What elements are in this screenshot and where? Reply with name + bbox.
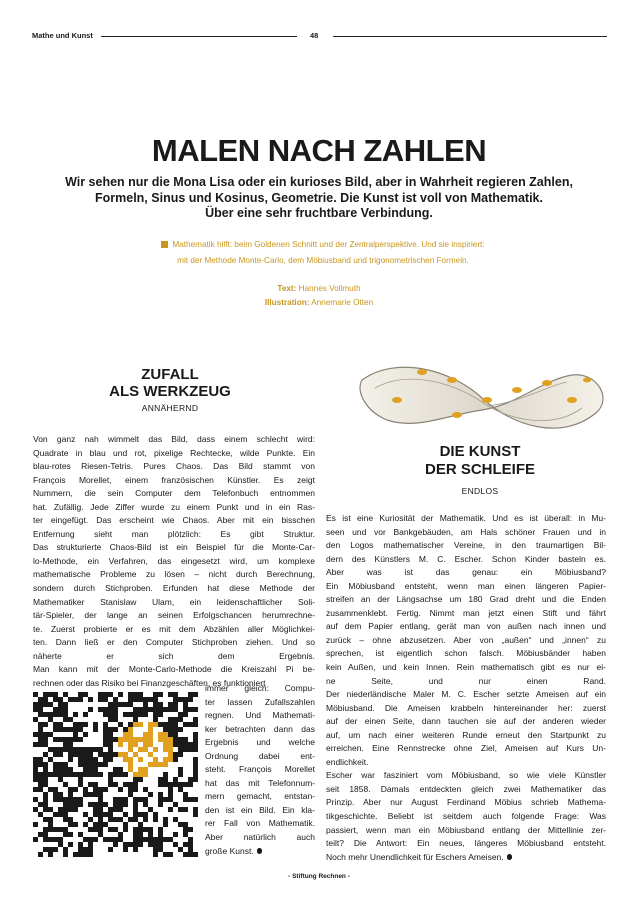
lead-line: Formeln, Sinus und Kosinus, Geometrie. Die Kunst ist voll von Mathematik. — [95, 190, 543, 205]
text-line: Es ist eine Kuriosität der Mathematik. Und es ist überall: in Mu- — [326, 513, 606, 523]
text-line: immer gleich: Compu- — [205, 683, 315, 693]
text-line: seit 1858. Damals entdeckten gleich zwei Mathematiker das — [326, 783, 606, 794]
text-line: ne Seite, und nur einen Rand. — [326, 675, 606, 686]
right-heading — [355, 443, 605, 479]
pixel-art-illustration — [33, 692, 198, 857]
text-line: regnen. Und Mathemati- — [205, 710, 315, 721]
text-line: Mathematiker Stanislaw Ulam, ein leidenschaftlicher Soli- — [33, 596, 315, 607]
teaser — [108, 237, 538, 269]
text-line: sondern durch Stichproben. Erfunden hat diese Methode der — [33, 583, 315, 594]
text-line: Der niederländische Maler M. C. Escher setzte Ameisen auf ein — [326, 689, 606, 700]
text-line: ter lassen Zufallszahlen — [205, 696, 315, 707]
text-line: François Morellet, einem französischen Künstler. Es zeigt — [33, 474, 315, 485]
text-line: lo-Methode, ein Verfahren, das eingesetzt wird, um komplexe — [33, 555, 315, 566]
text-line: Ein Möbiusband entsteht, wenn man einen längeren Papier- — [326, 580, 606, 591]
left-body-narrow — [205, 682, 315, 858]
text-line: dern des Künstlers M. C. Escher. Schon Kinder basteln es. — [326, 553, 606, 564]
heading-line: DIE KUNST — [439, 443, 521, 460]
teaser-text: Mathematik hilft: beim Goldenen Schnitt und der Zentralperspektive. Und sie inspiriert: — [172, 240, 485, 249]
credit-label: Illustration: — [264, 298, 310, 307]
right-subheading: ENDLOS — [461, 486, 499, 496]
credits — [0, 282, 638, 310]
text-line: mathematische Probleme zu lösen – nicht durch Berechnung, — [33, 569, 315, 580]
text-line: sprechen, ist eigentlich schon falsch. Möbiusbänder haben — [326, 648, 606, 659]
text-line: Prinzip. Aber nur August Ferdinand Möbius schrieb Mathema- — [326, 797, 606, 808]
article-title: MALEN NACH ZAHLEN — [151, 133, 487, 168]
text-line: passiert, wenn man ein Möbiusband entlang der Mittellinie zer- — [326, 824, 606, 835]
lead-line: Wir sehen nur die Mona Lisa oder ein kurioses Bild, aber in Wahrheit regieren Zahlen, — [65, 175, 573, 189]
text-line: blau-rotes Riesen-Tetris. Pures Chaos. Das Bild stammt von — [33, 461, 315, 472]
text-line: erreichen. Eine Rennstrecke ohne Ziel, Ameisen auf Kurs Un- — [326, 743, 606, 754]
heading-line: ALS WERKZEUG — [109, 383, 231, 400]
text-line: ter eingefügt. Das erscheint wie Chaos. Aber mit ein bisschen — [33, 515, 315, 526]
credit-illustrator: Annemarie Otten — [311, 298, 374, 307]
text-line: auf dem Papier entlang, gerät man von außen nach innen und — [326, 621, 606, 632]
text-line: hat. Zufällig. Jede Ziffer wurde zu einem Punkt und in ein Ras- — [33, 501, 315, 512]
text-line: Ordnung dabei ent- — [205, 750, 315, 761]
text-line: Das strukturierte Chaos-Bild ist ein Beispiel für die Monte-Car- — [33, 542, 315, 553]
text-line: mern gemacht, entstan- — [205, 791, 315, 802]
text-line: näherte er sich dem Ergebnis. — [33, 650, 315, 661]
end-bullet-icon — [257, 848, 263, 854]
text-line: auf der einen Seite, dann tauchen sie auf der anderen wieder — [326, 716, 606, 727]
end-bullet-icon — [507, 854, 513, 860]
text-line: den Logos mathematischer Vereine, in den traumartigen Bil- — [326, 540, 606, 551]
text-line: Man kann mit der Monte-Carlo-Methode die Kreiszahl Pi be- — [33, 664, 315, 675]
text-line: endlichkeit. — [326, 756, 369, 767]
text-line: rechnen oder das Risiko bei Finanzgeschäften, es funktioniert — [33, 677, 266, 688]
text-line: Quadrate in blau und rot, pixelige Rechtecke, wilde Punkte. Ein — [33, 447, 315, 458]
text-line: Noch mehr Unendlichkeit für Eschers Ameisen. — [326, 851, 606, 865]
text-line: ker betrachten dann das — [205, 723, 315, 734]
text-line: Entfernung sieht man plötzlich: Es gibt Struktur. — [33, 528, 315, 539]
page-footer: - Stiftung Rechnen - — [288, 873, 350, 880]
text-line: zusammenklebt. Fertig. Nimmt man jetzt einen Stift und fährt — [326, 607, 606, 618]
text-line: zurück – ohne abzusetzen. Aber von „außen“ und „innen“ zu — [326, 634, 606, 645]
text-line: te. Zuerst probierte er es mit dem Abzählen aller Möglichkei- — [33, 623, 315, 634]
text-line: ten. Dann ließ er den Computer Stichproben ziehen. Und so — [33, 637, 315, 648]
text-line: Nummern, die sein Computer dem Telefonbuch entnommen — [33, 488, 315, 499]
text-line: Ergebnis und welche — [205, 737, 315, 748]
text-line: Aber was ist das genau: ein Möbiusband? — [326, 567, 606, 578]
heading-line: ZUFALL — [141, 366, 199, 383]
text-line: Escher war fasziniert vom Möbiusband, so wie viele Künstler — [326, 770, 606, 781]
teaser-line: mit der Methode Monte-Carlo, dem Möbiusband und trigonometrischen Formeln. — [177, 256, 469, 265]
text-line: tär-Spieler, der lange an seinen Erfolgschancen herumrechne- — [33, 610, 315, 621]
text-line: streifen an der Längsachse um 180 Grad dreht und die Enden — [326, 594, 606, 605]
teaser-line — [108, 237, 538, 253]
text-line: Möbiusband. Die Ameisen krabbeln hintereinander her: zuerst — [326, 702, 606, 713]
text-line: den ist ein Bild. Ein kla- — [205, 804, 315, 815]
section-label: Mathe und Kunst — [32, 31, 93, 40]
credit-author: Hannes Vollmuth — [298, 284, 361, 293]
credit-label: Text: — [277, 284, 297, 293]
text-line: rer Fall von Mathematik. — [205, 818, 315, 829]
text-line: steht. François Morellet — [205, 764, 315, 775]
text-line: Von ganz nah wimmelt das Bild, dass einem schlecht wird: — [33, 434, 315, 444]
text-line: seen und vor Bankgebäuden, am Hals schöner Frauen und in — [326, 526, 606, 537]
text-line: hat das mit Telefonnum- — [205, 777, 315, 788]
left-body — [33, 433, 315, 690]
article-lead — [55, 175, 583, 222]
text-line: tikgeschichte. Beliebt ist seitdem auch folgende Frage: Was — [326, 811, 606, 822]
text-line: große Kunst. — [205, 845, 315, 859]
lead-line: Über eine sehr fruchtbare Verbindung. — [205, 206, 433, 220]
right-body — [326, 512, 606, 864]
text-line: kein Außen, und kein Innen. Rein mathematisch gibt es nur ei- — [326, 662, 606, 673]
text-line: auf, um nach einer weiteren Runde erneut den Startpunkt zu — [326, 729, 606, 740]
square-bullet-icon — [161, 241, 168, 248]
text-line: Aber natürlich auch — [205, 832, 315, 843]
text-credit — [0, 282, 638, 296]
illustration-credit — [0, 296, 638, 310]
header-rule-right — [333, 36, 607, 37]
page-number: 48 — [310, 31, 319, 40]
left-heading — [60, 366, 280, 400]
mobius-band-illustration — [357, 350, 607, 440]
text-line: teilt? Die Antwort: Ein neues, längeres Möbiusband entsteht. — [326, 838, 606, 849]
left-subheading: ANNÄHERND — [141, 403, 199, 413]
header-rule-left — [101, 36, 297, 37]
heading-line: DER SCHLEIFE — [424, 461, 535, 478]
